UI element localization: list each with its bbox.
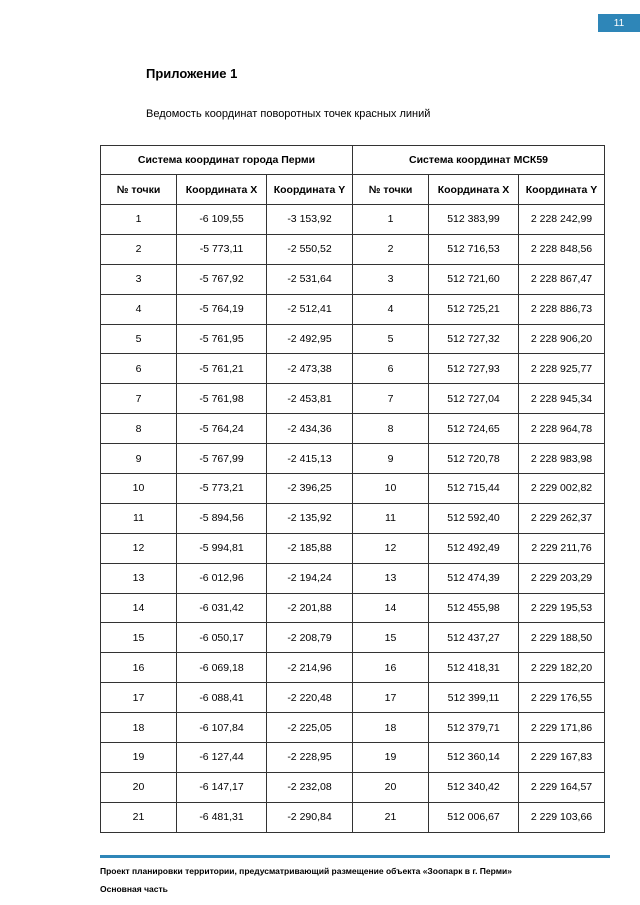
- table-row: [101, 713, 605, 743]
- table-cell: 3: [101, 264, 177, 294]
- table-cell: -5 767,92: [177, 264, 267, 294]
- table-cell: 512 455,98: [429, 593, 519, 623]
- table-cell: 512 727,04: [429, 384, 519, 414]
- table-cell: 512 437,27: [429, 623, 519, 653]
- table-cell: -2 228,95: [267, 743, 353, 773]
- table-cell: -2 220,48: [267, 683, 353, 713]
- table-cell: -6 050,17: [177, 623, 267, 653]
- table-row: [101, 264, 605, 294]
- table-cell: 2 228 867,47: [519, 264, 605, 294]
- table-cell: 4: [353, 294, 429, 324]
- table-cell: -2 492,95: [267, 324, 353, 354]
- table-cell: 2 228 906,20: [519, 324, 605, 354]
- table-cell: -2 290,84: [267, 802, 353, 832]
- table-cell: 512 492,49: [429, 533, 519, 563]
- table-cell: -6 481,31: [177, 802, 267, 832]
- table-cell: 2 229 188,50: [519, 623, 605, 653]
- table-cell: 2 229 164,57: [519, 772, 605, 802]
- table-cell: 1: [353, 205, 429, 235]
- table-cell: 512 727,32: [429, 324, 519, 354]
- table-cell: -5 773,21: [177, 474, 267, 504]
- footer-section-label: Основная часть: [100, 884, 168, 894]
- group-header-msk59: Система координат МСК59: [353, 146, 605, 175]
- table-cell: 17: [101, 683, 177, 713]
- table-cell: 512 006,67: [429, 802, 519, 832]
- page-number-badge: 11: [598, 14, 640, 32]
- table-cell: 512 340,42: [429, 772, 519, 802]
- table-cell: -2 512,41: [267, 294, 353, 324]
- table-row: [101, 444, 605, 474]
- table-cell: 13: [101, 563, 177, 593]
- table-cell: -2 434,36: [267, 414, 353, 444]
- table-cell: 2 229 002,82: [519, 474, 605, 504]
- table-cell: 512 360,14: [429, 743, 519, 773]
- table-row: [101, 623, 605, 653]
- table-row: [101, 772, 605, 802]
- table-cell: 19: [353, 743, 429, 773]
- table-cell: 6: [353, 354, 429, 384]
- table-column-header-row: [101, 175, 605, 205]
- table-cell: -6 107,84: [177, 713, 267, 743]
- table-cell: 512 379,71: [429, 713, 519, 743]
- table-cell: -5 767,99: [177, 444, 267, 474]
- table-cell: 2 228 848,56: [519, 234, 605, 264]
- table-cell: -3 153,92: [267, 205, 353, 235]
- table-cell: -2 453,81: [267, 384, 353, 414]
- table-cell: 10: [353, 474, 429, 504]
- table-cell: 7: [101, 384, 177, 414]
- table-cell: 512 383,99: [429, 205, 519, 235]
- table-row: [101, 354, 605, 384]
- table-cell: 14: [353, 593, 429, 623]
- table-cell: -2 396,25: [267, 474, 353, 504]
- table-cell: 2 229 176,55: [519, 683, 605, 713]
- table-cell: 9: [101, 444, 177, 474]
- column-header: Координата X: [429, 175, 519, 205]
- table-cell: 16: [353, 653, 429, 683]
- table-cell: 11: [101, 503, 177, 533]
- table-cell: 7: [353, 384, 429, 414]
- table-cell: 512 399,11: [429, 683, 519, 713]
- table-row: [101, 324, 605, 354]
- table-row: [101, 474, 605, 504]
- table-cell: 2 229 167,83: [519, 743, 605, 773]
- table-cell: -2 232,08: [267, 772, 353, 802]
- table-row: [101, 653, 605, 683]
- table-cell: 5: [101, 324, 177, 354]
- table-cell: -5 764,24: [177, 414, 267, 444]
- table-cell: 14: [101, 593, 177, 623]
- table-cell: 13: [353, 563, 429, 593]
- table-row: [101, 683, 605, 713]
- table-cell: 2 228 242,99: [519, 205, 605, 235]
- table-cell: 512 727,93: [429, 354, 519, 384]
- appendix-heading: Приложение 1: [146, 66, 238, 81]
- table-cell: -2 214,96: [267, 653, 353, 683]
- table-cell: 19: [101, 743, 177, 773]
- table-cell: 2 229 171,86: [519, 713, 605, 743]
- table-row: [101, 294, 605, 324]
- table-cell: 512 725,21: [429, 294, 519, 324]
- table-cell: -6 147,17: [177, 772, 267, 802]
- column-header: Координата X: [177, 175, 267, 205]
- table-row: [101, 563, 605, 593]
- table-cell: -2 135,92: [267, 503, 353, 533]
- table-caption: Ведомость координат поворотных точек красных линий: [146, 108, 431, 120]
- table-cell: 512 715,44: [429, 474, 519, 504]
- table-row: [101, 802, 605, 832]
- table-cell: 20: [101, 772, 177, 802]
- table-cell: 12: [101, 533, 177, 563]
- table-cell: 2 229 182,20: [519, 653, 605, 683]
- table-cell: 18: [101, 713, 177, 743]
- table-cell: -2 185,88: [267, 533, 353, 563]
- table-cell: -6 012,96: [177, 563, 267, 593]
- column-header: № точки: [101, 175, 177, 205]
- column-header: Координата Y: [519, 175, 605, 205]
- table-cell: -2 415,13: [267, 444, 353, 474]
- table-cell: -2 531,64: [267, 264, 353, 294]
- table-cell: -6 127,44: [177, 743, 267, 773]
- table-cell: 16: [101, 653, 177, 683]
- table-cell: -2 550,52: [267, 234, 353, 264]
- table-row: [101, 234, 605, 264]
- table-cell: -2 208,79: [267, 623, 353, 653]
- table-row: [101, 384, 605, 414]
- table-cell: -2 201,88: [267, 593, 353, 623]
- footer-divider: [100, 855, 610, 858]
- table-cell: 5: [353, 324, 429, 354]
- table-cell: -2 225,05: [267, 713, 353, 743]
- table-cell: 512 720,78: [429, 444, 519, 474]
- table-cell: -2 473,38: [267, 354, 353, 384]
- table-row: [101, 414, 605, 444]
- table-cell: 512 418,31: [429, 653, 519, 683]
- table-cell: -5 761,95: [177, 324, 267, 354]
- table-cell: 2 229 203,29: [519, 563, 605, 593]
- table-cell: 2 228 945,34: [519, 384, 605, 414]
- table-cell: 512 592,40: [429, 503, 519, 533]
- table-cell: 2 228 886,73: [519, 294, 605, 324]
- table-cell: 11: [353, 503, 429, 533]
- table-cell: 512 716,53: [429, 234, 519, 264]
- table-cell: 2: [353, 234, 429, 264]
- table-cell: -6 069,18: [177, 653, 267, 683]
- table-cell: -5 761,98: [177, 384, 267, 414]
- table-row: [101, 533, 605, 563]
- table-group-header-row: [101, 146, 605, 175]
- table-cell: 6: [101, 354, 177, 384]
- table-cell: -6 031,42: [177, 593, 267, 623]
- table-cell: -5 764,19: [177, 294, 267, 324]
- table-cell: 1: [101, 205, 177, 235]
- table-cell: 15: [353, 623, 429, 653]
- table-cell: 18: [353, 713, 429, 743]
- table-cell: -6 088,41: [177, 683, 267, 713]
- table-cell: 2 229 211,76: [519, 533, 605, 563]
- table-cell: 512 474,39: [429, 563, 519, 593]
- column-header: Координата Y: [267, 175, 353, 205]
- table-cell: -2 194,24: [267, 563, 353, 593]
- table-cell: -5 761,21: [177, 354, 267, 384]
- table-cell: 8: [353, 414, 429, 444]
- table-cell: 2 229 262,37: [519, 503, 605, 533]
- table-cell: 15: [101, 623, 177, 653]
- table-cell: 2 229 103,66: [519, 802, 605, 832]
- table-cell: -5 994,81: [177, 533, 267, 563]
- table-row: [101, 205, 605, 235]
- column-header: № точки: [353, 175, 429, 205]
- table-cell: 20: [353, 772, 429, 802]
- footer-project-title: Проект планировки территории, предусматривающий размещение объекта «Зоопарк в г. Перми»: [100, 866, 512, 876]
- table-row: [101, 593, 605, 623]
- coordinates-table: [100, 145, 605, 833]
- table-cell: 10: [101, 474, 177, 504]
- table-cell: 2 228 925,77: [519, 354, 605, 384]
- table-cell: 2 228 983,98: [519, 444, 605, 474]
- table-row: [101, 743, 605, 773]
- table-cell: 512 721,60: [429, 264, 519, 294]
- table-cell: 8: [101, 414, 177, 444]
- table-cell: -5 894,56: [177, 503, 267, 533]
- table-cell: 12: [353, 533, 429, 563]
- table-cell: 3: [353, 264, 429, 294]
- table-cell: 4: [101, 294, 177, 324]
- table-cell: 17: [353, 683, 429, 713]
- table-cell: 2: [101, 234, 177, 264]
- table-cell: 21: [101, 802, 177, 832]
- table-row: [101, 503, 605, 533]
- table-cell: 21: [353, 802, 429, 832]
- table-cell: -6 109,55: [177, 205, 267, 235]
- table-cell: -5 773,11: [177, 234, 267, 264]
- table-body: [101, 205, 605, 833]
- table-cell: 9: [353, 444, 429, 474]
- table-cell: 512 724,65: [429, 414, 519, 444]
- group-header-perm: Система координат города Перми: [101, 146, 353, 175]
- table-cell: 2 229 195,53: [519, 593, 605, 623]
- table-cell: 2 228 964,78: [519, 414, 605, 444]
